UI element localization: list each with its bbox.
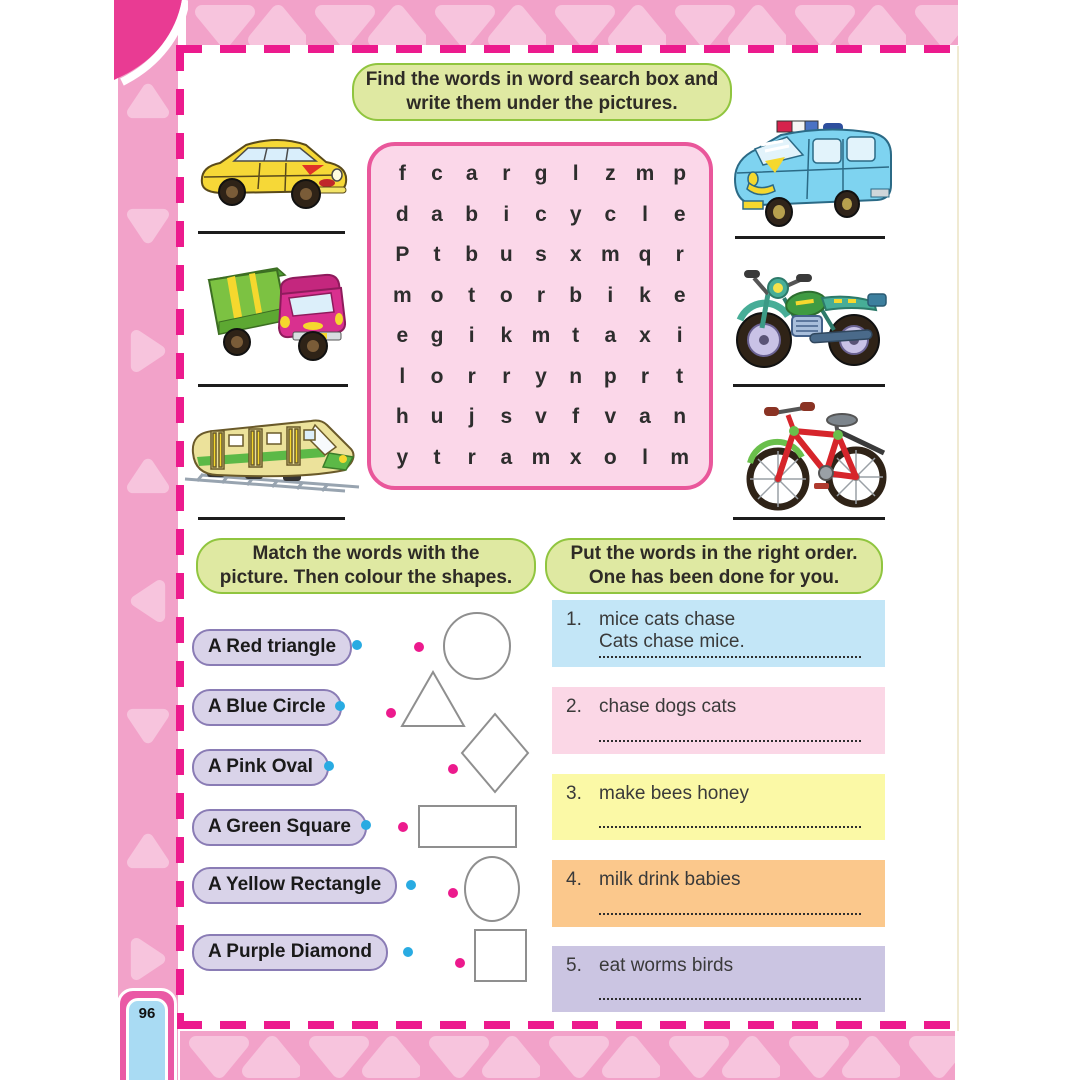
connector-dot-blue[interactable] — [335, 701, 345, 711]
grid-letter: g — [534, 162, 548, 186]
grid-letter: n — [569, 364, 583, 388]
grid-letter: m — [531, 324, 551, 348]
lorry-answer-line[interactable] — [198, 384, 348, 387]
grid-letter: m — [635, 162, 655, 186]
item-prompt: mice cats chase — [599, 609, 736, 630]
sidebar-triangle-icon — [125, 830, 171, 872]
match-instruction — [196, 538, 536, 594]
instruction-line: picture. Then colour the shapes. — [219, 567, 513, 588]
grid-letter: g — [430, 324, 444, 348]
page-number: 96 — [138, 1005, 156, 1022]
connector-dot-blue[interactable] — [406, 880, 416, 890]
sidebar-triangle-icon — [125, 455, 171, 497]
grid-letter: m — [392, 283, 412, 307]
sidebar-triangle-icon — [125, 705, 171, 747]
grid-letter: c — [535, 202, 547, 226]
item-number: 3. — [566, 783, 582, 804]
grid-letter: m — [670, 445, 689, 469]
answer-dotted-line[interactable] — [599, 913, 861, 915]
grid-letter: b — [465, 243, 479, 267]
grid-letter: a — [465, 162, 478, 186]
instruction-line: Match the words with the — [252, 543, 480, 564]
grid-letter: t — [572, 324, 580, 348]
grid-letter: r — [536, 283, 546, 307]
match-label-green-square: A Green Square — [192, 809, 367, 846]
order-item-3 — [552, 774, 885, 840]
grid-letter: l — [399, 364, 406, 388]
sidebar-triangle-icon — [127, 328, 169, 374]
rectangle-shape[interactable] — [418, 805, 517, 848]
item-number: 5. — [566, 955, 582, 976]
grid-letter: p — [603, 364, 617, 388]
grid-letter: t — [433, 445, 441, 469]
connector-dot-blue[interactable] — [324, 761, 334, 771]
grid-letter: e — [396, 324, 409, 348]
car-image — [190, 125, 355, 220]
grid-letter: o — [430, 283, 444, 307]
left-decorative-sidebar — [118, 0, 178, 1080]
grid-letter: i — [468, 324, 475, 348]
answer-dotted-line[interactable] — [599, 998, 861, 1000]
answer-dotted-line[interactable] — [599, 740, 861, 742]
bicycle-answer-line[interactable] — [733, 517, 885, 520]
van-answer-line[interactable] — [735, 236, 885, 239]
grid-letter: t — [468, 283, 476, 307]
word-search-grid — [385, 154, 697, 478]
sidebar-triangle-icon — [127, 578, 169, 624]
connector-dot-blue[interactable] — [361, 820, 371, 830]
oval-shape[interactable] — [464, 856, 520, 922]
grid-letter: y — [535, 364, 547, 388]
match-label-red-triangle: A Red triangle — [192, 629, 352, 666]
grid-letter: y — [569, 202, 582, 226]
instruction-line: One has been done for you. — [588, 567, 840, 588]
dashed-border-top — [176, 45, 957, 53]
grid-letter: x — [639, 324, 651, 348]
grid-letter: p — [673, 162, 687, 186]
grid-letter: a — [604, 324, 617, 348]
instruction-line: write them under the pictures. — [406, 93, 678, 114]
match-label-purple-diamond: A Purple Diamond — [192, 934, 388, 971]
connector-dot-pink[interactable] — [398, 822, 408, 832]
grid-letter: h — [395, 405, 409, 429]
answer-dotted-line[interactable] — [599, 826, 861, 828]
grid-letter: t — [676, 364, 684, 388]
item-number: 1. — [566, 609, 582, 630]
instruction-line: Find the words in word search box and — [365, 69, 719, 90]
sidebar-triangle-icon — [125, 205, 171, 247]
match-label-blue-circle: A Blue Circle — [192, 689, 342, 726]
item-prompt: make bees honey — [599, 783, 749, 804]
grid-letter: j — [468, 405, 475, 429]
grid-letter: l — [642, 445, 648, 469]
item-number: 4. — [566, 869, 582, 890]
grid-letter: u — [499, 243, 513, 267]
grid-letter: r — [675, 243, 684, 267]
match-label-pink-oval: A Pink Oval — [192, 749, 329, 786]
answer-dotted-line[interactable] — [599, 656, 861, 658]
bottom-decorative-band — [180, 1031, 955, 1080]
grid-letter: l — [572, 162, 579, 186]
grid-letter: P — [395, 243, 410, 267]
grid-letter: s — [535, 243, 547, 267]
grid-letter: r — [467, 364, 476, 388]
connector-dot-pink[interactable] — [414, 642, 424, 652]
grid-letter: b — [465, 202, 479, 226]
item-answer: Cats chase mice. — [599, 631, 745, 652]
grid-letter: l — [642, 202, 648, 226]
grid-letter: o — [430, 364, 444, 388]
grid-letter: f — [572, 405, 580, 429]
grid-letter: t — [433, 243, 441, 267]
grid-letter: e — [673, 283, 686, 307]
train-answer-line[interactable] — [198, 517, 345, 520]
grid-letter: r — [502, 364, 511, 388]
grid-letter: a — [431, 202, 443, 226]
order-instruction — [545, 538, 883, 594]
bicycle-image — [738, 393, 898, 513]
item-prompt: milk drink babies — [599, 869, 741, 890]
grid-letter: a — [639, 405, 651, 429]
grid-letter: y — [396, 445, 409, 469]
connector-dot-pink[interactable] — [455, 958, 465, 968]
grid-letter: r — [640, 364, 650, 388]
order-item-2 — [552, 687, 885, 754]
instruction-line: Put the words in the right order. — [570, 543, 858, 564]
lorry-image — [193, 258, 353, 376]
grid-letter: o — [499, 283, 513, 307]
match-label-yellow-rectangle: A Yellow Rectangle — [192, 867, 397, 904]
grid-letter: v — [535, 405, 547, 429]
grid-letter: x — [569, 243, 582, 267]
train-image — [183, 413, 368, 501]
square-shape[interactable] — [474, 929, 527, 982]
word-search-box[interactable] — [367, 142, 713, 490]
grid-letter: i — [607, 283, 614, 307]
grid-letter: n — [673, 405, 687, 429]
grid-letter: b — [569, 283, 583, 307]
order-item-5 — [552, 946, 885, 1012]
grid-letter: i — [676, 324, 683, 348]
connector-dot-pink[interactable] — [386, 708, 396, 718]
grid-letter: d — [395, 202, 409, 226]
order-item-1 — [552, 600, 885, 667]
diamond-shape[interactable] — [458, 710, 532, 796]
item-prompt: chase dogs cats — [599, 696, 737, 717]
grid-letter: k — [500, 324, 513, 348]
dashed-border-bottom — [176, 1021, 957, 1029]
grid-letter: o — [603, 445, 617, 469]
grid-letter: m — [531, 445, 551, 469]
motorbike-answer-line[interactable] — [733, 384, 885, 387]
grid-letter: a — [500, 445, 513, 469]
grid-letter: x — [569, 445, 582, 469]
sidebar-triangle-icon — [127, 936, 169, 982]
grid-letter: r — [467, 445, 476, 469]
item-prompt: eat worms birds — [599, 955, 734, 976]
grid-letter: k — [639, 283, 651, 307]
motorbike-image — [722, 258, 892, 373]
connector-dot-pink[interactable] — [448, 764, 458, 774]
grid-letter: f — [398, 162, 406, 186]
grid-letter: r — [502, 162, 511, 186]
grid-letter: c — [604, 202, 617, 226]
connector-dot-blue[interactable] — [403, 947, 413, 957]
order-item-4 — [552, 860, 885, 927]
grid-letter: i — [503, 202, 510, 226]
dashed-border-left — [176, 45, 184, 1029]
grid-letter: q — [638, 243, 652, 267]
grid-letter: e — [673, 202, 686, 226]
connector-dot-blue[interactable] — [352, 640, 362, 650]
car-answer-line[interactable] — [198, 231, 345, 234]
grid-letter: u — [430, 405, 444, 429]
grid-letter: z — [605, 162, 616, 186]
page-number-tab — [126, 998, 168, 1080]
grid-letter: s — [500, 405, 513, 429]
wordsearch-instruction — [352, 63, 732, 121]
top-decorative-band — [186, 0, 958, 45]
connector-dot-pink[interactable] — [448, 888, 458, 898]
grid-letter: m — [600, 243, 620, 267]
grid-letter: v — [604, 405, 617, 429]
item-number: 2. — [566, 696, 582, 717]
van-image — [723, 115, 898, 235]
grid-letter: c — [431, 162, 443, 186]
page-edge-line — [957, 46, 959, 1031]
